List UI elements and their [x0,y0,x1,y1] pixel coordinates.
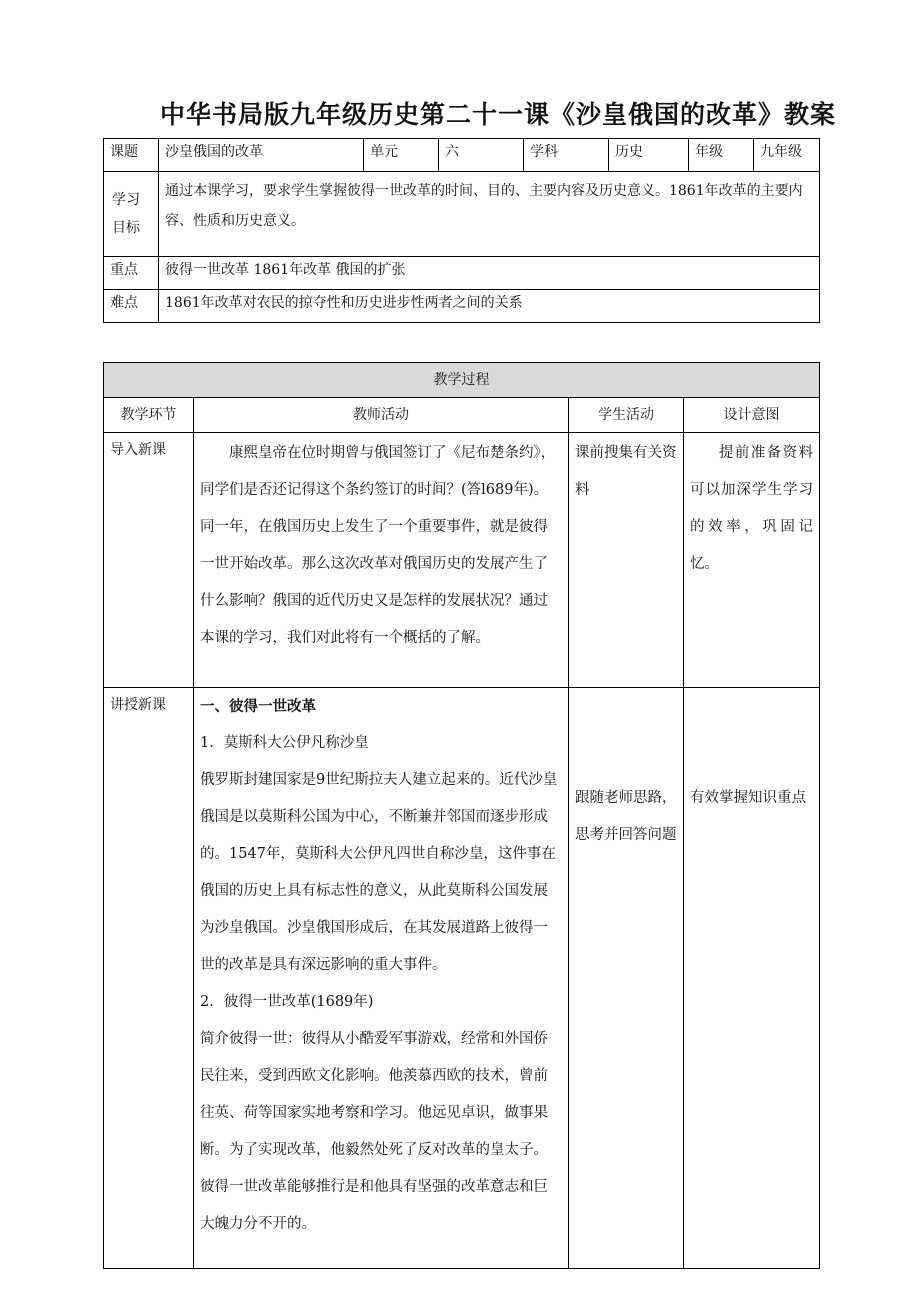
lecture-row [104,688,820,1269]
key-label: 重点 [104,257,159,290]
lesson-value: 沙皇俄国的改革 [159,139,364,172]
intro-row [104,433,820,688]
process-header-row [104,363,820,398]
lecture-student: 跟随老师思路，思考并回答问题 [569,688,684,1269]
lecture-stage: 讲授新课 [104,688,194,1269]
page-title: 中华书局版九年级历史第二十一课《沙皇俄国的改革》教案 [160,100,837,129]
info-row-lesson [104,139,820,172]
lesson-label: 课题 [104,139,159,172]
unit-label: 单元 [364,139,439,172]
difficulty-value: 1861年改革对农民的掠夺性和历史进步性两者之间的关系 [159,290,820,323]
section-heading: 一、彼得一世改革 [200,698,316,715]
process-header: 教学过程 [104,363,820,398]
paragraph-1: 俄罗斯封建国家是9世纪斯拉夫人建立起来的。近代沙皇俄国是以莫斯科公国为中心，不断兼并邻国而逐步形成的。1547年，莫斯科大公伊凡四世自称沙皇，这件事在俄国的历史上具有标志性的意义，从此莫斯科公国发展为沙皇俄国。沙皇俄国形成后，在其发展道路上彼得一世的改革是具有深远影响的重大事件。 [200,772,558,973]
intro-student: 课前搜集有关资料 [569,433,684,688]
col-teacher: 教师活动 [194,398,569,433]
subject-value: 历史 [609,139,689,172]
unit-value: 六 [439,139,524,172]
info-row-key [104,257,820,290]
key-value: 彼得一世改革 1861年改革 俄国的扩张 [159,257,820,290]
subject-label: 学科 [524,139,609,172]
intro-intent: 提前准备资料可以加深学生学习的效率，巩固记忆。 [684,433,820,688]
goal-label: 学习目标 [104,172,159,257]
grade-label: 年级 [689,139,754,172]
goal-value: 通过本课学习，要求学生掌握彼得一世改革的时间、目的、主要内容及历史意义。1861年改革的主要内容、性质和历史意义。 [159,172,820,257]
col-stage: 教学环节 [104,398,194,433]
intro-stage: 导入新课 [104,433,194,688]
info-row-difficulty [104,290,820,323]
teaching-process-table [103,362,820,1269]
subheading-1: 1．莫斯科大公伊凡称沙皇 [200,735,369,751]
grade-value: 九年级 [754,139,820,172]
intro-teacher: 康熙皇帝在位时期曾与俄国签订了《尼布楚条约》，同学们是否还记得这个条约签订的时间？(答l689年)。同一年，在俄国历史上发生了一个重要事件，就是彼得一世开始改革。那么这次改革对俄国历史的发展产生了什么影响？俄国的近代历史又是怎样的发展状况？通过本课的学习，我们对此将有一个概括的了解。 [194,433,569,688]
difficulty-label: 难点 [104,290,159,323]
lesson-info-table [103,138,820,323]
info-row-goal [104,172,820,257]
process-columns-row [104,398,820,433]
lecture-teacher [194,688,569,1269]
subheading-2: 2．彼得一世改革(1689年) [200,994,374,1010]
lecture-intent: 有效掌握知识重点 [684,688,820,1269]
col-intent: 设计意图 [684,398,820,433]
paragraph-2: 简介彼得一世：彼得从小酷爱军事游戏，经常和外国侨民往来，受到西欧文化影响。他羡慕西欧的技术，曾前往英、荷等国家实地考察和学习。他远见卓识，做事果断。为了实现改革，他毅然处死了反对改革的皇太子。彼得一世改革能够推行是和他具有坚强的改革意志和巨大魄力分不开的。 [200,1031,548,1232]
col-student: 学生活动 [569,398,684,433]
